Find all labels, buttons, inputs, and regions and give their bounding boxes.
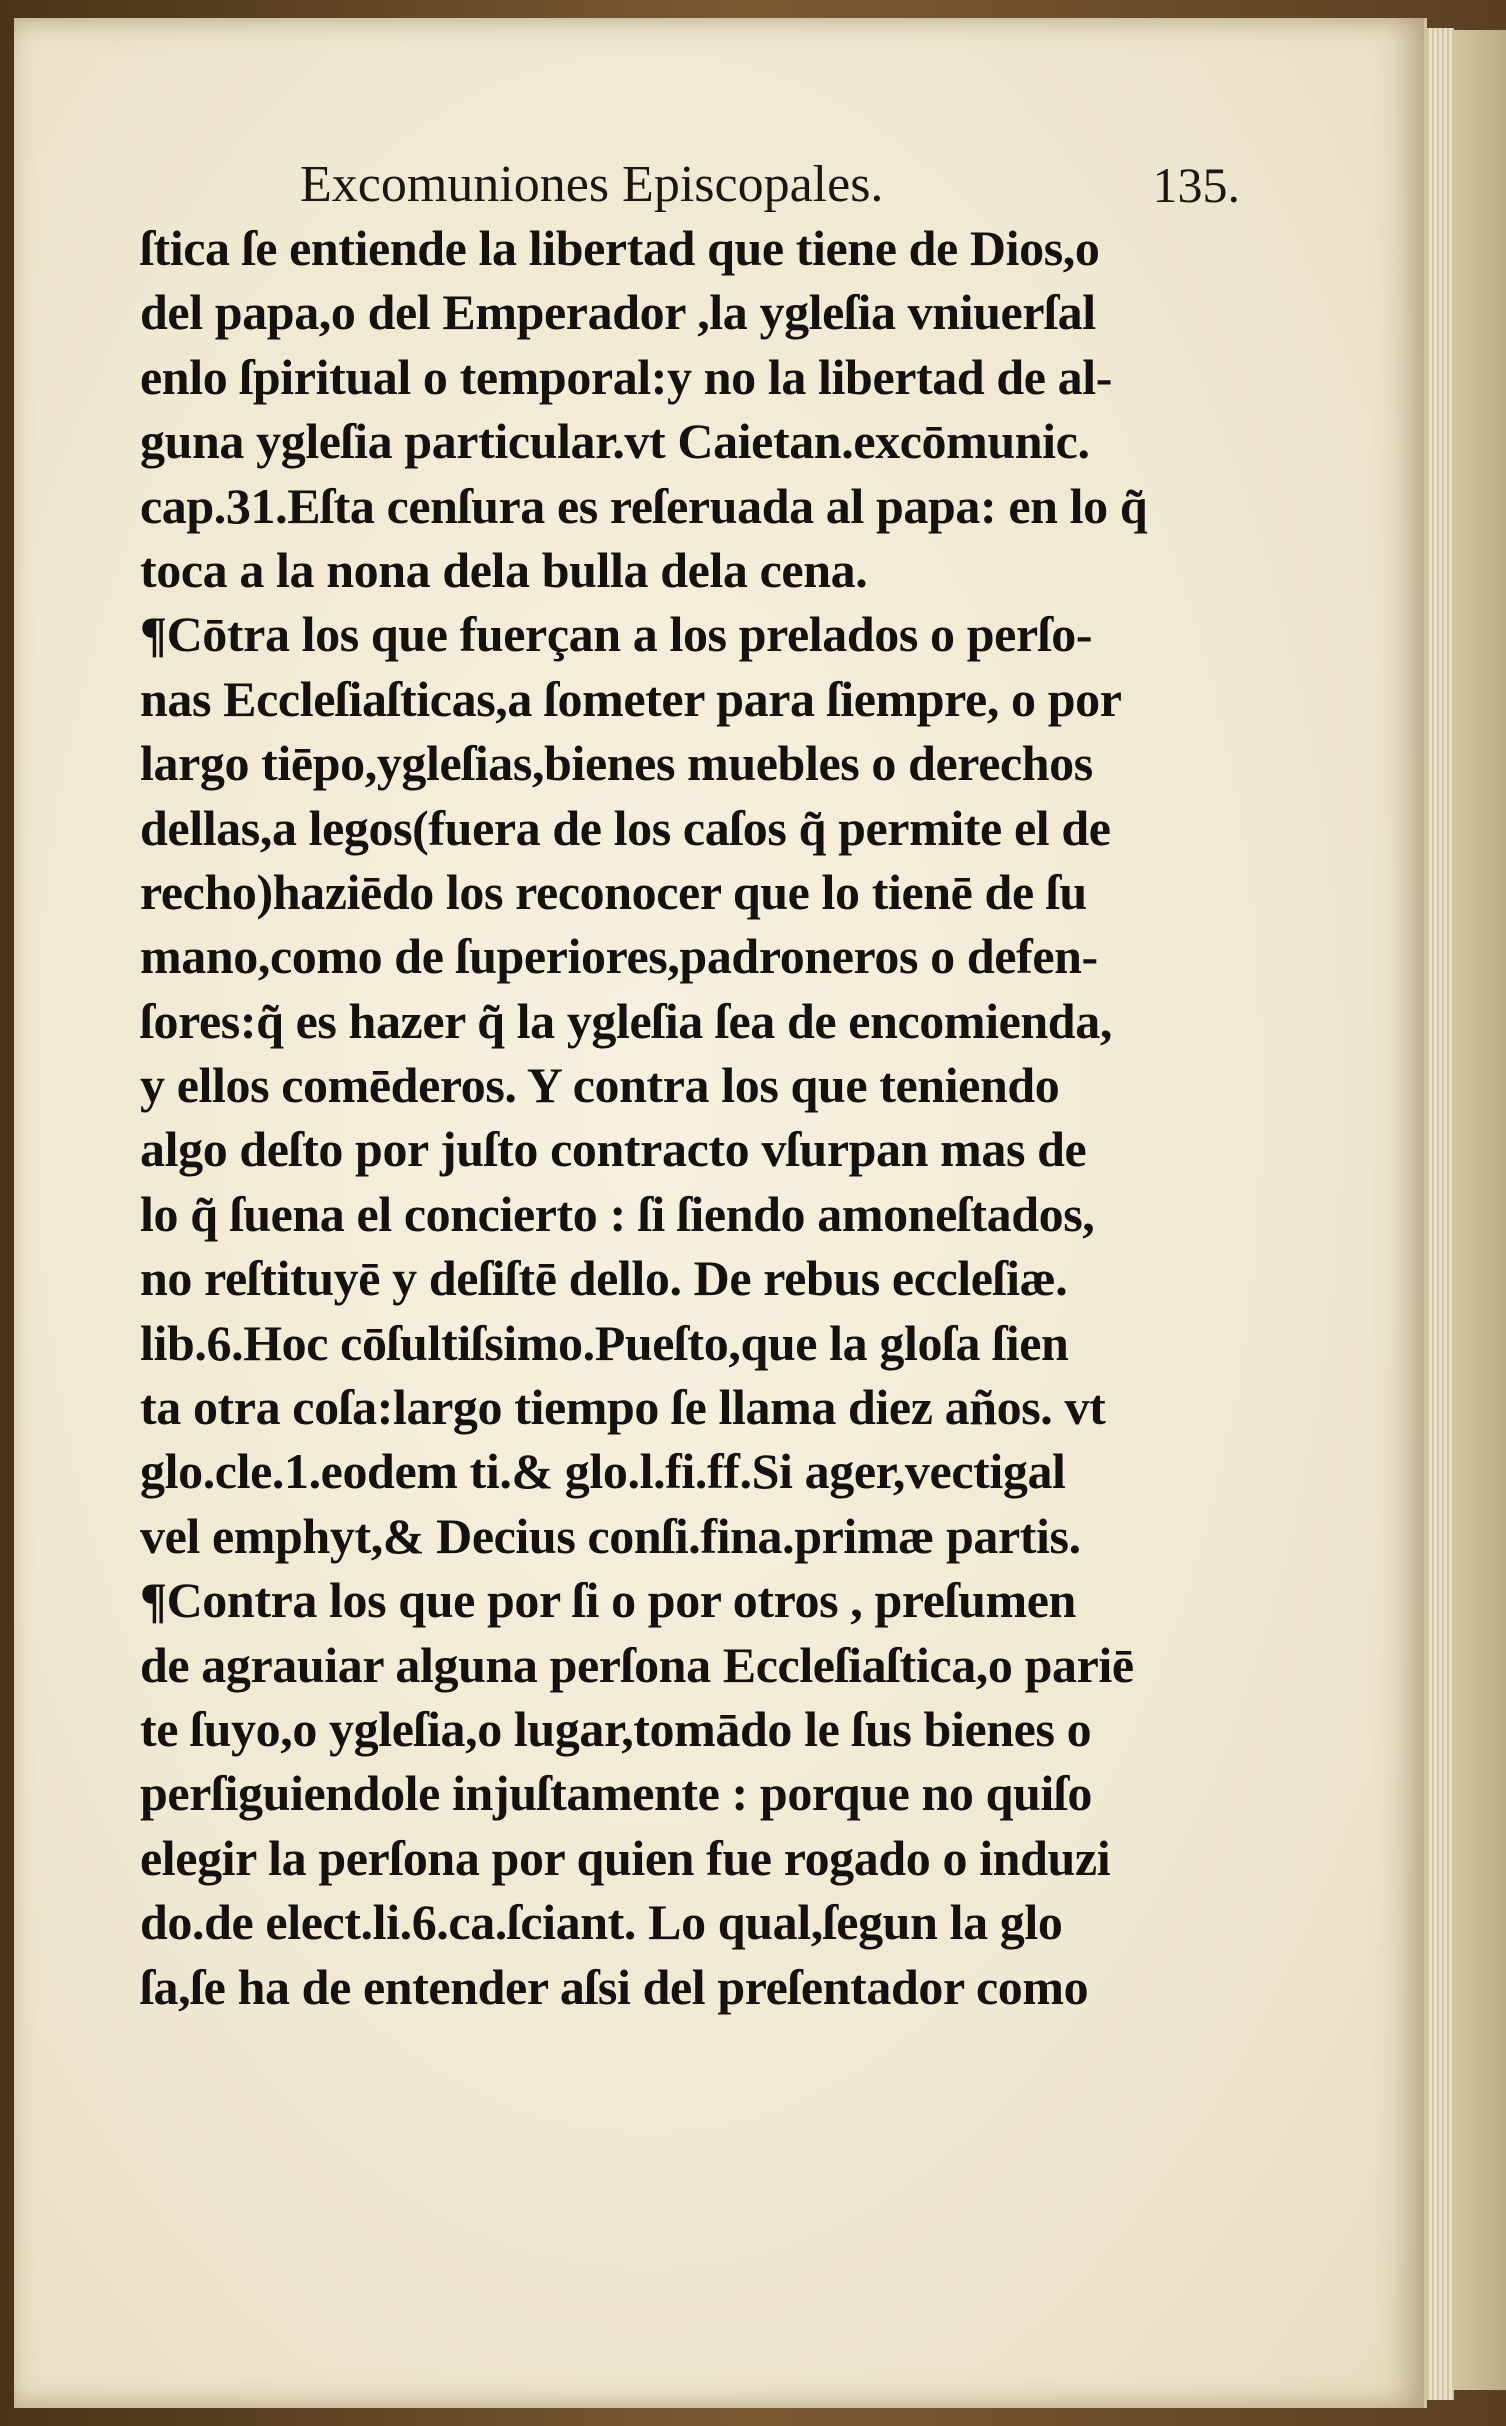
- text-line: largo tiēpo,ygleſias,bienes muebles o derechos: [140, 735, 1093, 792]
- text-line: perſiguiendole injuſtamente : porque no quiſo: [140, 1765, 1093, 1822]
- text-line: ſores:q̃ es hazer q̃ la ygleſia ſea de encomienda,: [140, 992, 1112, 1049]
- text-line: de agrauiar alguna perſona Eccleſiaſtica,o pariē: [140, 1636, 1134, 1693]
- text-line: y ellos comēderos. Y contra los que teniendo: [140, 1057, 1060, 1114]
- page-edge-stack: [1424, 28, 1454, 2400]
- text-line: del papa,o del Emperador ,la ygleſia vniuerſal: [140, 284, 1096, 341]
- page-number: 135.: [1152, 157, 1240, 213]
- text-line: toca a la nona dela bulla dela cena.: [140, 541, 868, 598]
- text-line: recho)haziēdo los reconocer que lo tienē de ſu: [140, 863, 1087, 920]
- text-line: no reſtituyē y deſiſtē dello. De rebus eccleſiæ.: [140, 1250, 1068, 1307]
- text-line: lib.6.Hoc cōſultiſsimo.Pueſto,que la gloſa ſien: [140, 1314, 1069, 1371]
- text-line: ſtica ſe entiende la libertad que tiene de Dios,o: [140, 220, 1100, 276]
- text-line: do.de elect.li.6.ca.ſciant. Lo qual,ſegun la glo: [140, 1894, 1063, 1951]
- text-line: vel emphyt,& Decius conſi.fina.primæ partis.: [140, 1507, 1081, 1564]
- running-title: Excomuniones Episcopales.: [300, 156, 884, 213]
- text-line: dellas,a legos(fuera de los caſos q̃ permite el de: [140, 799, 1111, 856]
- text-line: nas Eccleſiaſticas,a ſometer para ſiempre, o por: [140, 670, 1122, 727]
- body-text: [140, 216, 1300, 2019]
- text-line: cap.31.Eſta cenſura es reſeruada al papa: en lo q̃: [140, 477, 1148, 534]
- text-line: te ſuyo,o ygleſia,o lugar,tomādo le ſus bienes o: [140, 1700, 1092, 1757]
- text-line: algo deſto por juſto contracto vſurpan mas de: [140, 1121, 1087, 1178]
- text-line: lo q̃ ſuena el concierto : ſi ſiendo amoneſtados,: [140, 1185, 1095, 1242]
- text-line: ¶Cōtra los que fuerçan a los prelados o perſo-: [140, 606, 1093, 663]
- text-line: ¶Contra los que por ſi o por otros , preſumen: [140, 1572, 1076, 1629]
- text-line: mano,como de ſuperiores,padroneros o defen-: [140, 928, 1098, 985]
- text-line: enlo ſpiritual o temporal:y no la libertad de al-: [140, 348, 1113, 405]
- text-line: elegir la perſona por quien fue rogado o induzi: [140, 1829, 1111, 1886]
- text-line: ta otra coſa:largo tiempo ſe llama diez años. vt: [140, 1379, 1106, 1436]
- text-line: guna ygleſia particular.vt Caietan.excōmunic.: [140, 413, 1090, 470]
- text-line: ſa,ſe ha de entender aſsi del preſentador como: [140, 1958, 1089, 2015]
- page-header: [300, 155, 1240, 215]
- text-line: glo.cle.1.eodem ti.& glo.l.fi.ff.Si ager,vectigal: [140, 1443, 1066, 1500]
